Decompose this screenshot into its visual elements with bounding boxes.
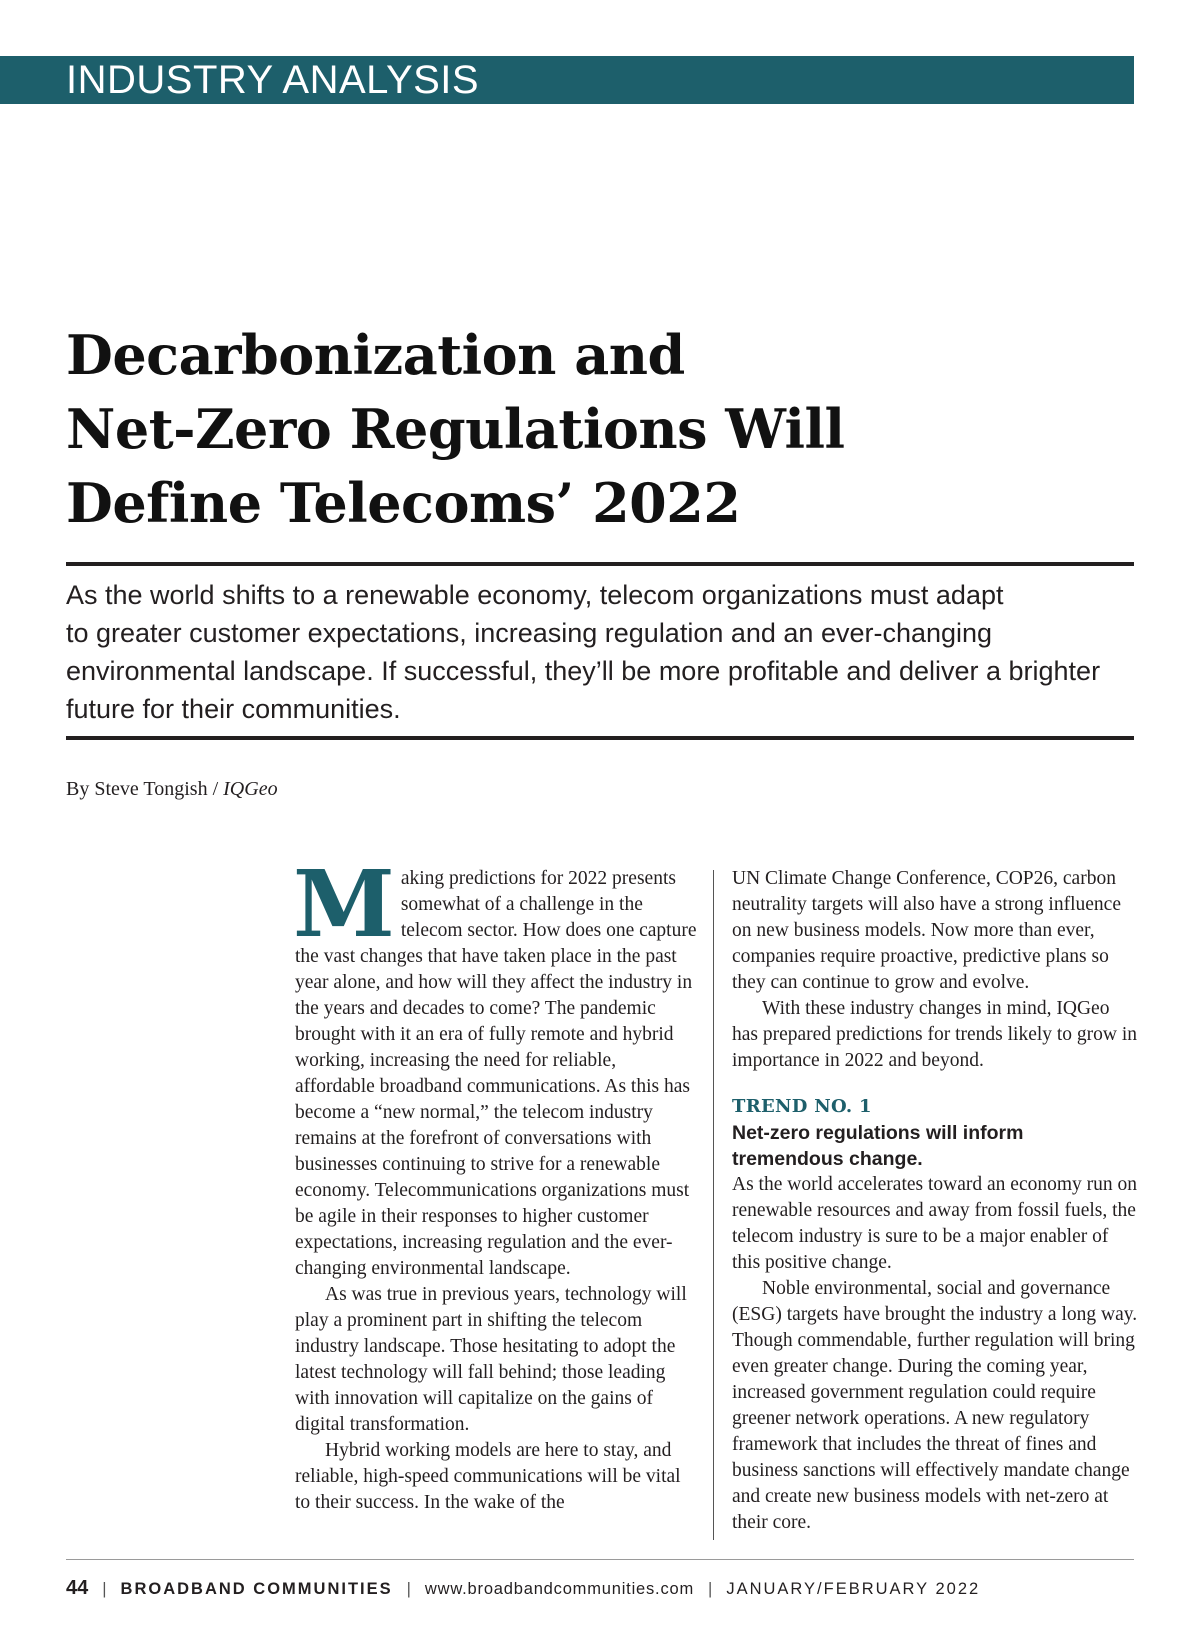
page-footer: [66, 1577, 1146, 1600]
paragraph-2: As was true in previous years, technology will play a prominent part in shifting the telecom industry landscape. Those hesitating to adopt the latest technology will fall behind; those leading with innovation will capitalize on the gains of digital transformation.: [295, 1284, 687, 1435]
website-url: www.broadbandcommunities.com: [424, 1580, 695, 1598]
article-headline: [66, 318, 1126, 540]
footer-separator: |: [708, 1580, 713, 1598]
page-number: 44: [66, 1577, 89, 1599]
body-column-left: [293, 850, 697, 1516]
paragraph-1: [293, 850, 697, 1282]
paragraph-1-text: aking predictions for 2022 presents somewhat of a challenge in the telecom sector. How does one capture the vast changes that have taken place in the past year alone, and how will they affect the industry in the years and decades to come? The pandemic brought with it an era of fully remote and hybrid working, increasing the need for reliable, affordable broadband communications. As this has become a “new normal,” the telecom industry remains at the forefront of conversations with businesses continuing to strive for a renewable economy. Telecommunications organizations must be agile in their responses to higher customer expectations, increasing regulation and the ever-changing environmental landscape.: [295, 868, 697, 1279]
paragraph-3-continued: UN Climate Change Conference, COP26, carbon neutrality targets will also have a strong influence on new business models. Now more than ever, companies require proactive, predictive plans so they can continue to grow and evolve.: [732, 868, 1121, 993]
trend-heading: Net-zero regulations will inform tremendous change.: [732, 1122, 1024, 1170]
section-banner: [0, 56, 1134, 104]
paragraph-6: Noble environmental, social and governance (ESG) targets have brought the industry a long way. Though commendable, further regulation will bring even greater change. During the coming year, increased government regulation could require greener network operations. A new regulatory framework that includes the threat of fines and business sanctions will effectively mandate change and create new business models with net-zero at their core.: [732, 1278, 1138, 1533]
footer-rule: [66, 1559, 1134, 1560]
headline-line-1: Decarbonization and: [66, 323, 685, 387]
deck-line-2: to greater customer expectations, increasing regulation and an ever-changing: [66, 618, 993, 648]
footer-separator: |: [102, 1580, 107, 1598]
magazine-name: BROADBAND COMMUNITIES: [120, 1580, 393, 1598]
article-deck: [66, 576, 1134, 728]
body-column-right: [732, 866, 1138, 1536]
deck-line-1: As the world shifts to a renewable economy, telecom organizations must adapt: [66, 580, 1004, 610]
deck-top-rule: [66, 562, 1134, 566]
deck-line-3: environmental landscape. If successful, they’ll be more profitable and deliver a brighter: [66, 656, 1101, 686]
paragraph-5: As the world accelerates toward an economy run on renewable resources and away from fossil fuels, the telecom industry is sure to be a major enabler of this positive change.: [732, 1174, 1138, 1273]
trend-label: TREND NO. 1: [732, 1096, 872, 1117]
issue-date: JANUARY/FEBRUARY 2022: [726, 1580, 981, 1598]
section-label: INDUSTRY ANALYSIS: [66, 58, 480, 102]
byline-author: By Steve Tongish /: [66, 778, 219, 800]
paragraph-4: With these industry changes in mind, IQGeo has prepared predictions for trends likely to grow in importance in 2022 and beyond.: [732, 998, 1138, 1071]
byline-organization: IQGeo: [223, 778, 278, 800]
headline-line-2: Net-Zero Regulations Will: [66, 397, 845, 461]
column-divider: [713, 870, 714, 1540]
deck-line-4: future for their communities.: [66, 694, 401, 724]
footer-separator: |: [406, 1580, 411, 1598]
headline-line-3: Define Telecoms’ 2022: [66, 471, 741, 535]
paragraph-3-start: Hybrid working models are here to stay, and reliable, high-speed communications will be vital to their success. In the wake of the: [295, 1440, 681, 1513]
drop-cap: M: [293, 850, 395, 958]
deck-bottom-rule: [66, 736, 1134, 740]
byline: [66, 776, 278, 802]
